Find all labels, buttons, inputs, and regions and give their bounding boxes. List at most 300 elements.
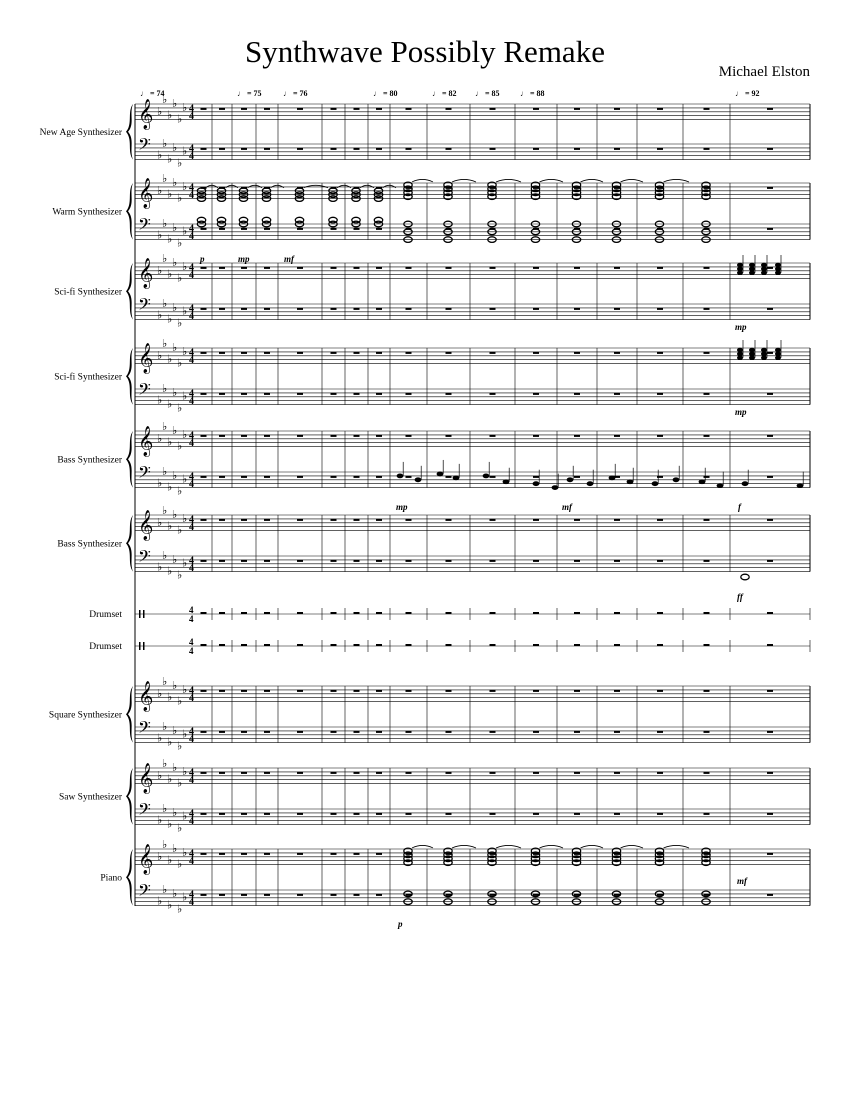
measure-rest [376,644,382,646]
measure-rest [657,731,663,733]
flat-icon: ♭ [162,801,168,815]
flat-icon: ♭ [177,316,183,330]
measure-rest [201,731,207,733]
chord-note [749,271,755,275]
flat-icon: ♭ [172,886,178,900]
measure-rest [446,148,452,150]
instrument-label: Bass Synthesizer [57,539,122,550]
tie [581,845,604,848]
flat-icon: ♭ [167,817,173,831]
dynamic-mark: mf [562,502,572,512]
time-signature-bottom: 4 [189,311,194,323]
measure-rest [574,308,580,310]
measure-rest [490,148,496,150]
measure-rest [533,731,539,733]
measure-rest [446,435,452,437]
treble-clef-icon: 𝄞 [138,510,154,541]
measure-rest [376,612,382,614]
flat-icon: ♭ [167,352,173,366]
measure-rest [297,772,303,774]
dynamic-mark: p [200,254,205,264]
flat-icon: ♭ [172,300,178,314]
time-signature-bottom: 4 [189,693,194,705]
time-signature-top: 4 [189,143,194,155]
flat-icon: ♭ [162,93,168,107]
flat-icon: ♭ [157,476,163,490]
measure-rest [297,267,303,269]
instrument-label: Saw Synthesizer [58,792,122,803]
measure-rest [446,476,452,478]
bass-note [717,483,724,488]
flat-icon: ♭ [182,224,188,238]
instrument-label: Piano [100,873,122,884]
score-title: Synthwave Possibly Remake [245,34,605,69]
measure-rest [574,644,580,646]
measure-rest [767,894,773,896]
percussion-clef-icon [143,642,145,650]
measure-rest [490,352,496,354]
measure-rest [376,560,382,562]
measure-rest [574,352,580,354]
flat-icon: ♭ [162,216,168,230]
tie [621,845,644,848]
dynamic-mark: mp [396,502,408,512]
bass-clef-icon: 𝄢 [138,378,151,403]
measure-rest [331,813,337,815]
treble-clef-icon: 𝄞 [138,681,154,712]
instrument-labels [40,128,123,884]
chord-note [761,352,767,356]
measure-rest [354,813,360,815]
time-signature-bottom: 4 [189,775,194,787]
bass-note [742,481,749,486]
measure-rest [376,772,382,774]
flat-icon: ♭ [157,431,163,445]
measure-rest [376,308,382,310]
treble-clef-icon: 𝄞 [138,258,154,289]
measure-rest [264,612,270,614]
measure-rest [219,148,225,150]
measure-rest [264,644,270,646]
measure-rest [201,308,207,310]
measure-rest [657,435,663,437]
chord-note [761,356,767,360]
measure-rest [297,853,303,855]
measure-rest [490,813,496,815]
measure-rest [241,612,247,614]
measure-rest [354,435,360,437]
measure-rest [767,612,773,614]
flat-icon: ♭ [182,100,188,114]
measure-rest [201,644,207,646]
measure-rest [241,352,247,354]
time-signature-bottom: 4 [189,190,194,202]
system-brackets [126,104,133,906]
time-signature-top: 4 [189,471,194,483]
measure-rest [657,308,663,310]
measure-rest [767,772,773,774]
measure-rest [767,476,773,478]
flat-icon: ♭ [177,156,183,170]
measure-rest [297,690,303,692]
bass-note [503,479,510,484]
measure-rest [376,228,382,230]
measure-rest [657,813,663,815]
flat-icon: ♭ [157,686,163,700]
flat-icon: ♭ [177,236,183,250]
flat-icon: ♭ [177,484,183,498]
flat-icon: ♭ [177,401,183,415]
whole-note [741,574,749,580]
measure-rest [264,352,270,354]
measure-rest [406,612,412,614]
measure-rest [297,228,303,230]
measure-rest [219,108,225,110]
measure-rest [614,435,620,437]
measure-rest [241,148,247,150]
measure-rest [297,894,303,896]
time-signature-bottom: 4 [189,646,194,656]
measure-rest [354,108,360,110]
measure-rest [406,148,412,150]
measure-rest [241,228,247,230]
flat-icon: ♭ [167,690,173,704]
flat-icon: ♭ [167,564,173,578]
instrument-label: Warm Synthesizer [52,207,122,218]
measure-rest [219,519,225,521]
measure-rest [767,108,773,110]
measure-rest [574,560,580,562]
instrument-label: New Age Synthesizer [39,127,122,138]
tie [248,185,263,188]
bass-clef-icon: 𝄢 [138,545,151,570]
measure-rest [241,772,247,774]
time-signature-bottom: 4 [189,563,194,575]
measure-rest [331,352,337,354]
time-signature-top: 4 [189,848,194,860]
measure-rest [446,644,452,646]
measure-rest [376,690,382,692]
flat-icon: ♭ [182,259,188,273]
measure-rest [201,352,207,354]
chord-note [749,348,755,352]
bass-clef-icon: 𝄢 [138,461,151,486]
measure-rest [533,813,539,815]
measure-rest [574,435,580,437]
time-signature-top: 4 [189,347,194,359]
chord-note [775,271,781,275]
measure-rest [704,772,710,774]
measure-rest [767,644,773,646]
measure-rest [376,894,382,896]
measure-rest [264,519,270,521]
tie [540,845,564,848]
measure-rest [297,435,303,437]
bass-note [533,481,540,486]
measure-rest [331,519,337,521]
flat-icon: ♭ [167,898,173,912]
measure-rest [614,690,620,692]
measure-rest [297,108,303,110]
measure-rest [354,644,360,646]
flat-icon: ♭ [172,552,178,566]
measure-rest [767,228,773,230]
measure-rest [219,813,225,815]
bass-note [609,475,616,480]
measure-rest [241,853,247,855]
time-signature-top: 4 [189,223,194,235]
bass-note [673,477,680,482]
measure-rest [614,519,620,521]
measure-rest [331,476,337,478]
tie [304,185,329,188]
dynamic-mark: mf [737,876,747,886]
flat-icon: ♭ [162,719,168,733]
measure-rest [533,519,539,521]
flat-icon: ♭ [182,764,188,778]
measure-rest [376,393,382,395]
measure-rest [490,690,496,692]
measure-rest [264,108,270,110]
flat-icon: ♭ [167,397,173,411]
measure-rest [264,393,270,395]
measure-rest [201,476,207,478]
measure-rest [657,772,663,774]
measure-rest [406,476,412,478]
measure-rest [574,108,580,110]
bass-note [483,474,490,479]
time-signature-bottom: 4 [189,111,194,123]
flat-icon: ♭ [162,675,168,689]
measure-rest [614,352,620,354]
measure-rest [219,560,225,562]
brace [126,183,133,240]
measure-rest [767,187,773,189]
measure-rests [201,108,774,896]
measure-rest [297,612,303,614]
measure-rest [297,731,303,733]
measure-rest [657,393,663,395]
time-signature-top: 4 [189,808,194,820]
measure-rest [406,267,412,269]
measure-rest [331,894,337,896]
measure-rest [614,267,620,269]
measure-rest [533,108,539,110]
measure-rest [704,476,710,478]
measure-rest [574,148,580,150]
measure-rest [704,612,710,614]
measure-rest [767,435,773,437]
chord-note [737,271,743,275]
measure-rest [354,393,360,395]
flat-icon: ♭ [167,435,173,449]
measure-rest [533,393,539,395]
flat-icon: ♭ [167,152,173,166]
time-signature-top: 4 [189,303,194,315]
flat-icon: ♭ [172,140,178,154]
bass-note [699,479,706,484]
flat-icon: ♭ [157,768,163,782]
measure-rest [219,308,225,310]
chord-note [737,263,743,267]
measure-rest [219,853,225,855]
measure-rest [533,690,539,692]
measure-rest [376,267,382,269]
measure-rest [704,731,710,733]
measure-rest [490,108,496,110]
flat-icon: ♭ [177,112,183,126]
chord-note [775,356,781,360]
treble-clef-icon: 𝄞 [138,178,154,209]
flat-icon: ♭ [172,385,178,399]
measure-rest [490,393,496,395]
flat-icon: ♭ [172,723,178,737]
measure-rest [354,228,360,230]
measure-rest [490,560,496,562]
flat-icon: ♭ [172,256,178,269]
flat-icon: ♭ [157,263,163,277]
measure-rest [767,148,773,150]
measure-rest [264,148,270,150]
time-signature-bottom: 4 [189,522,194,534]
measure-rest [446,560,452,562]
tempo-mark: ♩ = 80 [373,89,398,98]
treble-clef-icon: 𝄞 [138,426,154,457]
flat-icon: ♭ [157,813,163,827]
measure-rest [704,644,710,646]
measure-rest [354,308,360,310]
measure-rest [406,560,412,562]
measure-rest [446,308,452,310]
measure-rest [241,393,247,395]
chord-note [749,356,755,360]
measure-rest [657,690,663,692]
key-signatures [157,93,187,915]
measure-rest [201,108,207,110]
measure-rest [241,435,247,437]
measure-rest [219,435,225,437]
flat-icon: ♭ [162,420,168,434]
measure-rest [704,267,710,269]
measure-rest [354,612,360,614]
measure-rest [704,519,710,521]
notes [197,179,803,904]
measure-rest [219,476,225,478]
flat-icon: ♭ [167,519,173,533]
bass-note [627,479,634,484]
brace [126,431,133,488]
flat-icon: ♭ [182,144,188,158]
measure-rest [297,813,303,815]
measure-rest [767,519,773,521]
time-signature-bottom: 4 [189,897,194,909]
measure-rest [614,308,620,310]
measure-rest [331,560,337,562]
flat-icon: ♭ [157,849,163,863]
flat-icon: ♭ [182,890,188,904]
measure-rest [657,108,663,110]
chord-note [761,348,767,352]
measure-rest [533,352,539,354]
measure-rest [446,731,452,733]
measure-rest [264,813,270,815]
brace [126,515,133,572]
tie [621,179,644,182]
measure-rest [406,108,412,110]
flat-icon: ♭ [157,731,163,745]
measure-rest [574,476,580,478]
flat-icon: ♭ [157,148,163,162]
measure-rest [219,772,225,774]
chord-note [761,271,767,275]
measure-rest [446,612,452,614]
measure-rest [574,393,580,395]
time-signature-bottom: 4 [189,438,194,450]
measure-rest [490,308,496,310]
measure-rest [657,352,663,354]
measure-rest [446,772,452,774]
flat-icon: ♭ [182,556,188,570]
flat-icon: ♭ [157,348,163,362]
tempo-marks [140,89,760,98]
measure-rest [490,267,496,269]
measure-rest [201,267,207,269]
measure-rest [406,813,412,815]
measure-rest [331,228,337,230]
brace [126,104,133,160]
instrument-label: Sci-fi Synthesizer [54,372,122,383]
measure-rest [376,853,382,855]
flat-icon: ♭ [157,560,163,574]
time-signature-top: 4 [189,103,194,115]
measure-rest [376,476,382,478]
measure-rest [354,731,360,733]
flat-icon: ♭ [177,271,183,285]
measure-rest [533,267,539,269]
measure-rest [614,148,620,150]
chord-note [761,267,767,271]
measure-rest [264,560,270,562]
measure-rest [264,228,270,230]
flat-icon: ♭ [162,548,168,562]
measure-rest [331,393,337,395]
measure-rest [201,813,207,815]
flat-icon: ♭ [172,176,178,189]
measure-rest [201,690,207,692]
measure-rest [264,308,270,310]
tempo-mark: ♩ = 92 [735,89,760,98]
measure-rest [201,148,207,150]
dynamic-mark: mp [735,322,747,332]
measure-rest [241,731,247,733]
flat-icon: ♭ [182,472,188,486]
measure-rest [376,108,382,110]
time-signature-top: 4 [189,767,194,779]
flat-icon: ♭ [177,356,183,370]
bass-clef-icon: 𝄢 [138,133,151,158]
measure-rest [354,148,360,150]
percussion-clef-icon [139,642,141,650]
tempo-mark: ♩ = 74 [140,89,165,98]
flat-icon: ♭ [182,344,188,358]
time-signature-bottom: 4 [189,479,194,491]
flat-icon: ♭ [167,772,173,786]
measure-rest [446,352,452,354]
flat-icon: ♭ [182,179,188,193]
bass-note [567,477,574,482]
measure-rest [201,393,207,395]
time-signature-bottom: 4 [189,816,194,828]
